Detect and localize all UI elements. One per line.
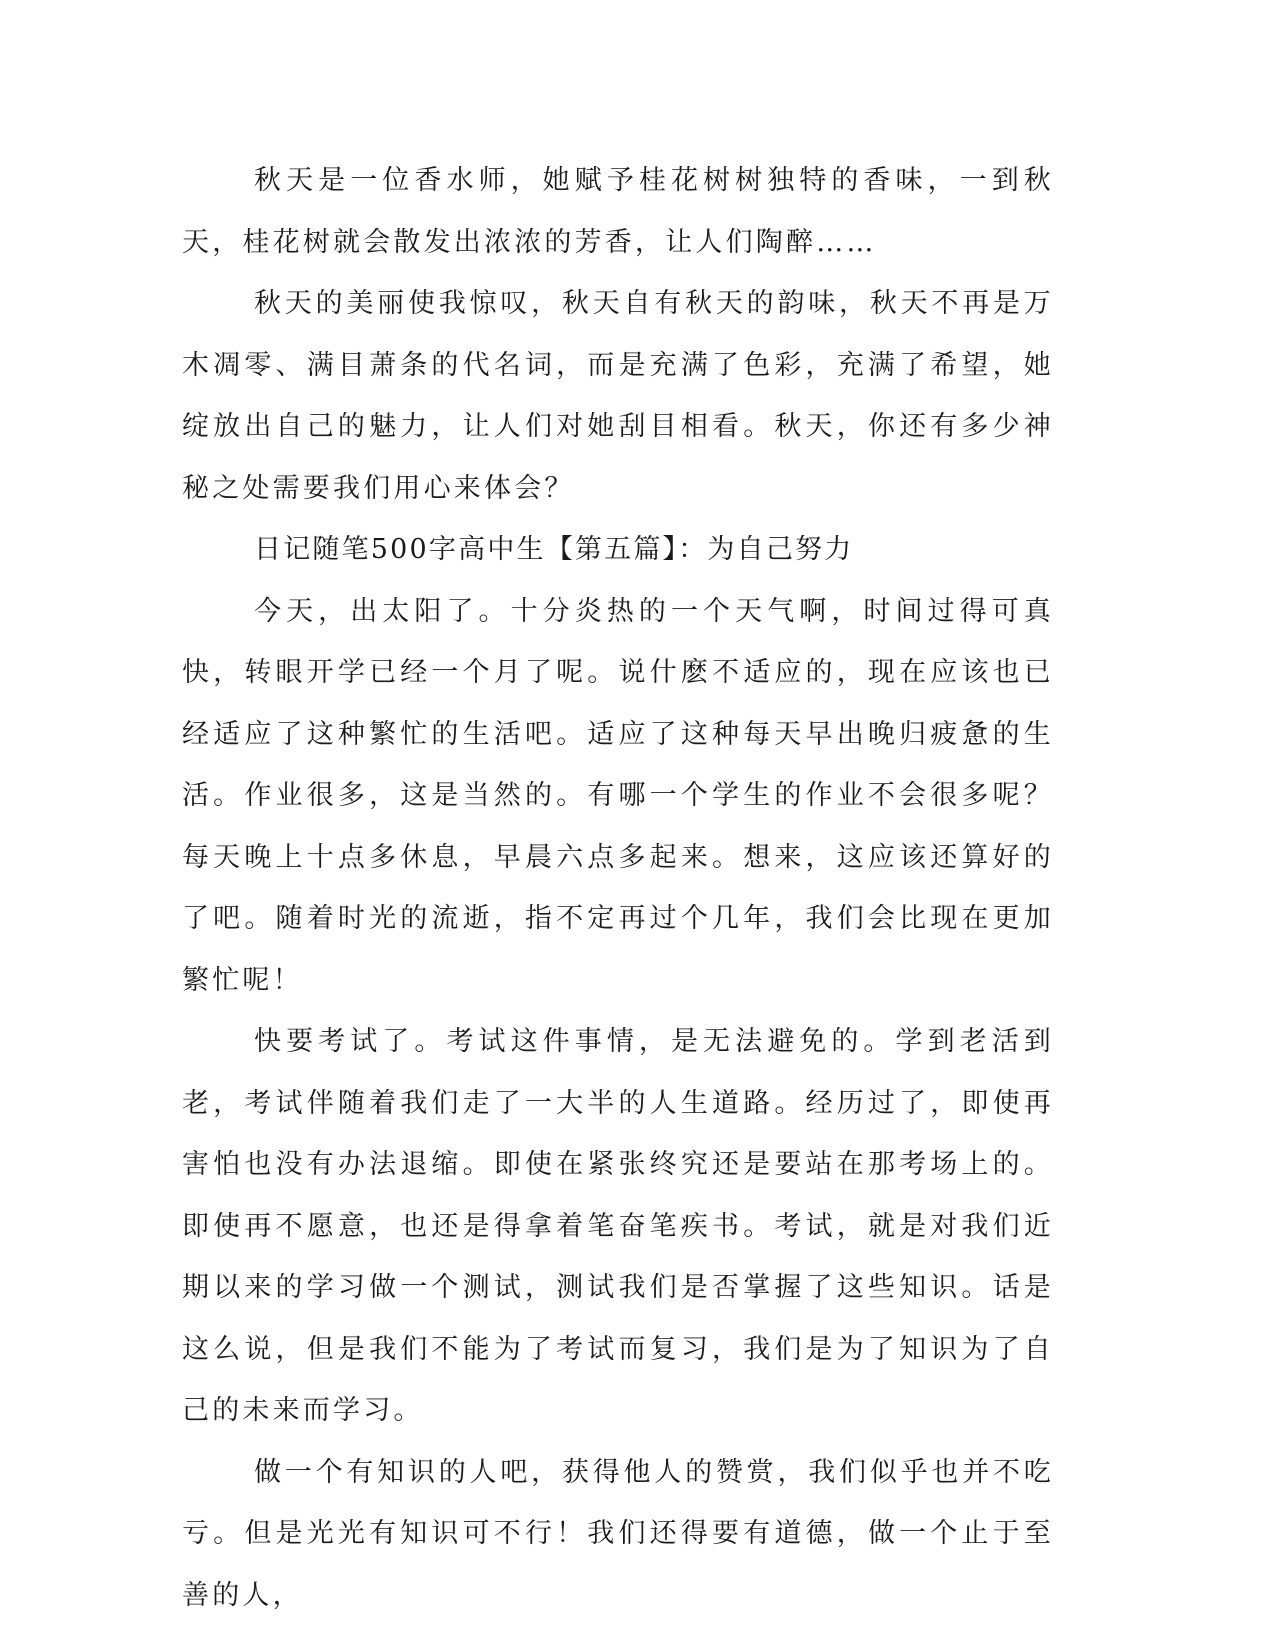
paragraph-exams: 快要考试了。考试这件事情，是无法避免的。学到老活到老，考试伴随着我们走了一大半的人生道路。经历过了，即使再害怕也没有办法退缩。即使在紧张终究还是要站在那考场上的。即使再不愿意，也还是得拿着笔奋笔疾书。考试，就是对我们近期以来的学习做一个测试，测试我们是否掌握了这些知识。话是这么说，但是我们不能为了考试而复习，我们是为了知识为了自己的未来而学习。 bbox=[182, 1026, 1054, 1426]
paragraph-knowledge: 做一个有知识的人吧，获得他人的赞赏，我们似乎也并不吃亏。但是光光有知识可不行！我们还得要有道德，做一个止于至善的人， bbox=[182, 1456, 1054, 1611]
section-heading: 日记随笔500字高中生【第五篇】：为自己努力 bbox=[254, 534, 854, 565]
document-body bbox=[182, 150, 1054, 1626]
paragraph-sunny-day: 今天，出太阳了。十分炎热的一个天气啊，时间过得可真快，转眼开学已经一个月了呢。说什麽不适应的，现在应该也已经适应了这种繁忙的生活吧。适应了这种每天早出晚归疲惫的生活。作业很多，这是当然的。有哪一个学生的作业不会很多呢？每天晚上十点多休息，早晨六点多起来。想来，这应该还算好的了吧。随着时光的流逝，指不定再过个几年，我们会比现在更加繁忙呢！ bbox=[182, 595, 1054, 996]
paragraph-autumn-beauty: 秋天的美丽使我惊叹，秋天自有秋天的韵味，秋天不再是万木凋零、满目萧条的代名词，而是充满了色彩，充满了希望，她绽放出自己的魅力，让人们对她刮目相看。秋天，你还有多少神秘之处需要我们用心来体会？ bbox=[182, 288, 1054, 504]
paragraph-autumn-perfumer: 秋天是一位香水师，她赋予桂花树树独特的香味，一到秋天，桂花树就会散发出浓浓的芳香，让人们陶醉…… bbox=[182, 165, 1054, 258]
